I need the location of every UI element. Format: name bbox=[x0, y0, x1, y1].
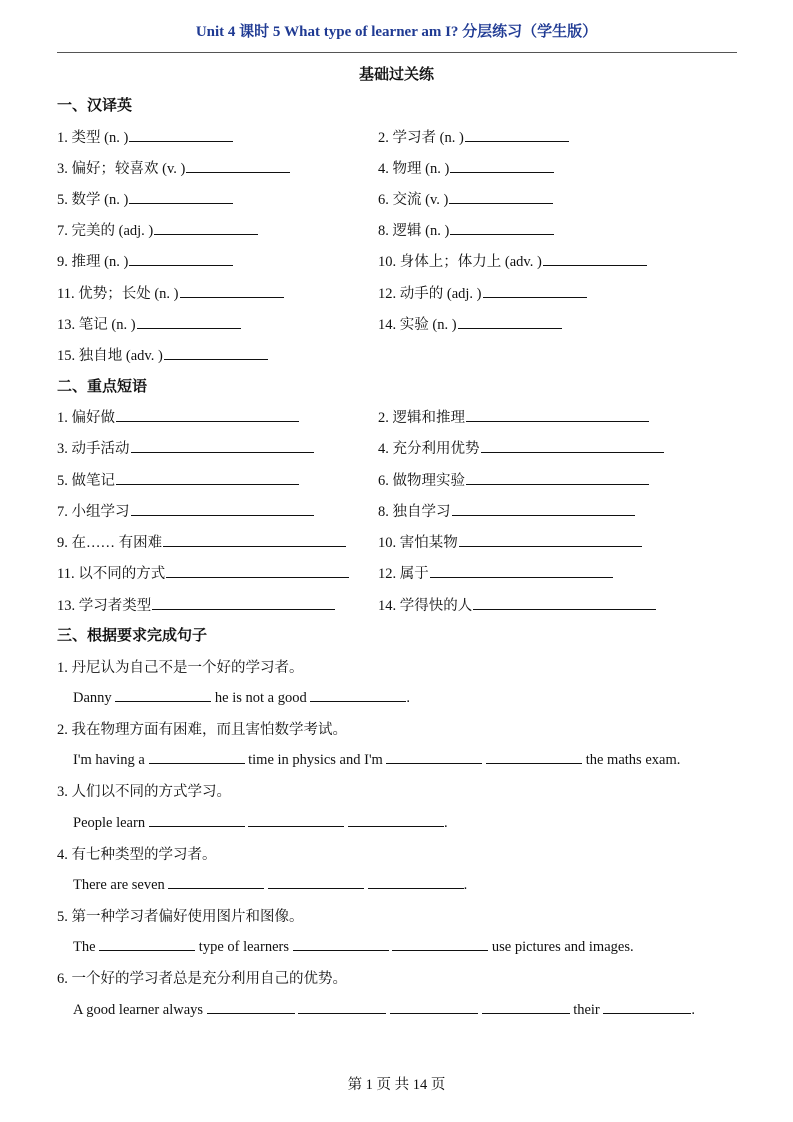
answer-blank[interactable] bbox=[154, 219, 258, 235]
header-divider bbox=[57, 52, 737, 53]
sentence-text: time in physics and I'm bbox=[244, 752, 387, 768]
sentence-answer bbox=[73, 687, 410, 707]
sentence-prompt: 5. 第一种学习者偏好使用图片和图像。 bbox=[57, 909, 304, 925]
sentence-prompt: 1. 丹尼认为自己不是一个好的学习者。 bbox=[57, 660, 304, 676]
answer-blank[interactable] bbox=[473, 594, 656, 610]
vocab-prompt: 12. 动手的 (adj. ) bbox=[378, 286, 482, 302]
sentence-text: . bbox=[443, 815, 448, 831]
vocab-row bbox=[57, 250, 747, 274]
answer-blank[interactable] bbox=[116, 406, 299, 422]
vocab-prompt: 1. 类型 (n. ) bbox=[57, 130, 129, 146]
answer-blank[interactable] bbox=[298, 999, 386, 1014]
phrase-item bbox=[378, 531, 642, 552]
phrase-prompt: 4. 充分利用优势 bbox=[378, 441, 480, 457]
phrase-item bbox=[378, 437, 664, 458]
answer-blank[interactable] bbox=[430, 562, 613, 578]
part2-heading: 二、重点短语 bbox=[57, 379, 148, 395]
answer-blank[interactable] bbox=[293, 936, 389, 951]
phrase-item bbox=[57, 500, 314, 521]
phrase-prompt: 14. 学得快的人 bbox=[378, 598, 473, 614]
answer-blank[interactable] bbox=[168, 874, 264, 889]
answer-blank[interactable] bbox=[268, 874, 364, 889]
phrase-prompt: 10. 害怕某物 bbox=[378, 535, 458, 551]
answer-blank[interactable] bbox=[450, 219, 554, 235]
answer-blank[interactable] bbox=[452, 500, 635, 516]
phrase-prompt: 13. 学习者类型 bbox=[57, 598, 152, 614]
vocab-item bbox=[378, 250, 647, 271]
vocab-prompt: 5. 数学 (n. ) bbox=[57, 192, 129, 208]
phrase-row bbox=[57, 469, 747, 493]
sentence-answer bbox=[73, 936, 634, 956]
answer-blank[interactable] bbox=[368, 874, 464, 889]
vocab-prompt: 6. 交流 (v. ) bbox=[378, 192, 449, 208]
phrase-item bbox=[378, 469, 649, 490]
part1-heading: 一、汉译英 bbox=[57, 98, 133, 114]
sentence-text: use pictures and images. bbox=[488, 939, 634, 955]
vocab-item bbox=[57, 250, 233, 271]
vocab-row bbox=[57, 157, 747, 181]
vocab-item bbox=[378, 219, 554, 240]
answer-blank[interactable] bbox=[392, 936, 488, 951]
sentence-answer bbox=[73, 874, 467, 894]
phrase-item bbox=[57, 531, 346, 552]
page-footer: 第 1 页 共 14 页 bbox=[347, 1077, 446, 1093]
sentence-text: . bbox=[463, 877, 468, 893]
sentence-text: . bbox=[691, 1002, 696, 1018]
phrase-row bbox=[57, 437, 747, 461]
phrase-prompt: 11. 以不同的方式 bbox=[57, 566, 166, 582]
answer-blank[interactable] bbox=[466, 469, 649, 485]
sentence-text: The bbox=[73, 939, 100, 955]
sentence-text: type of learners bbox=[195, 939, 293, 955]
vocab-item bbox=[378, 282, 587, 303]
answer-blank[interactable] bbox=[131, 437, 314, 453]
answer-blank[interactable] bbox=[348, 812, 444, 827]
sentence-text: I'm having a bbox=[73, 752, 149, 768]
vocab-prompt: 11. 优势；长处 (n. ) bbox=[57, 286, 179, 302]
vocab-item bbox=[378, 157, 554, 178]
phrase-item bbox=[378, 562, 613, 583]
phrase-item bbox=[378, 594, 656, 615]
phrase-prompt: 3. 动手活动 bbox=[57, 441, 130, 457]
answer-blank[interactable] bbox=[482, 999, 570, 1014]
sentence-prompt: 3. 人们以不同的方式学习。 bbox=[57, 784, 231, 800]
phrase-prompt: 6. 做物理实验 bbox=[378, 473, 465, 489]
vocab-item bbox=[378, 126, 569, 147]
answer-blank[interactable] bbox=[149, 749, 245, 764]
answer-blank[interactable] bbox=[466, 406, 649, 422]
vocab-item bbox=[57, 282, 284, 303]
answer-blank[interactable] bbox=[459, 531, 642, 547]
phrase-item bbox=[57, 406, 299, 427]
phrase-prompt: 2. 逻辑和推理 bbox=[378, 410, 465, 426]
phrase-row bbox=[57, 594, 747, 618]
answer-blank[interactable] bbox=[449, 188, 553, 204]
sentence-answer bbox=[73, 812, 448, 832]
sentence-text: the maths exam. bbox=[582, 752, 681, 768]
phrase-prompt: 1. 偏好做 bbox=[57, 410, 115, 426]
vocab-row bbox=[57, 344, 747, 368]
vocab-item bbox=[57, 157, 290, 178]
answer-blank[interactable] bbox=[458, 313, 562, 329]
sentence-text: Danny bbox=[73, 690, 116, 706]
sentence-text: . bbox=[406, 690, 410, 706]
answer-blank[interactable] bbox=[129, 188, 233, 204]
phrase-item bbox=[378, 500, 635, 521]
vocab-row bbox=[57, 282, 747, 306]
document-header: Unit 4 课时 5 What type of learner am I? 分层练习（学生版） bbox=[195, 24, 598, 40]
phrase-prompt: 5. 做笔记 bbox=[57, 473, 115, 489]
sentence-answer bbox=[73, 999, 695, 1019]
phrase-item bbox=[57, 562, 349, 583]
vocab-item bbox=[57, 344, 268, 365]
sentence-text: There are seven bbox=[73, 877, 169, 893]
answer-blank[interactable] bbox=[129, 126, 233, 142]
vocab-row bbox=[57, 219, 747, 243]
answer-blank[interactable] bbox=[131, 500, 314, 516]
answer-blank[interactable] bbox=[115, 687, 211, 702]
vocab-prompt: 2. 学习者 (n. ) bbox=[378, 130, 464, 146]
answer-blank[interactable] bbox=[180, 282, 284, 298]
vocab-item bbox=[57, 313, 241, 334]
answer-blank[interactable] bbox=[137, 313, 241, 329]
vocab-item bbox=[57, 126, 233, 147]
vocab-prompt: 3. 偏好；较喜欢 (v. ) bbox=[57, 161, 186, 177]
vocab-prompt: 4. 物理 (n. ) bbox=[378, 161, 450, 177]
vocab-item bbox=[378, 313, 562, 334]
vocab-item bbox=[57, 219, 258, 240]
vocab-row bbox=[57, 188, 747, 212]
vocab-prompt: 7. 完美的 (adj. ) bbox=[57, 223, 154, 239]
section-title: 基础过关练 bbox=[358, 67, 434, 83]
answer-blank[interactable] bbox=[99, 936, 195, 951]
answer-blank[interactable] bbox=[543, 250, 647, 266]
answer-blank[interactable] bbox=[166, 562, 349, 578]
vocab-item bbox=[378, 188, 553, 209]
answer-blank[interactable] bbox=[149, 812, 245, 827]
answer-blank[interactable] bbox=[486, 749, 582, 764]
answer-blank[interactable] bbox=[116, 469, 299, 485]
phrase-row bbox=[57, 531, 747, 555]
answer-blank[interactable] bbox=[390, 999, 478, 1014]
phrase-prompt: 12. 属于 bbox=[378, 566, 429, 582]
vocab-row bbox=[57, 313, 747, 337]
answer-blank[interactable] bbox=[248, 812, 344, 827]
sentence-prompt: 2. 我在物理方面有困难，而且害怕数学考试。 bbox=[57, 722, 347, 738]
vocab-prompt: 10. 身体上；体力上 (adv. ) bbox=[378, 254, 542, 270]
answer-blank[interactable] bbox=[603, 999, 691, 1014]
answer-blank[interactable] bbox=[163, 531, 346, 547]
phrase-prompt: 8. 独自学习 bbox=[378, 504, 451, 520]
answer-blank[interactable] bbox=[152, 594, 335, 610]
sentence-text: he is not a good bbox=[211, 690, 311, 706]
phrase-row bbox=[57, 500, 747, 524]
sentence-answer bbox=[73, 749, 680, 769]
vocab-prompt: 8. 逻辑 (n. ) bbox=[378, 223, 450, 239]
answer-blank[interactable] bbox=[129, 250, 233, 266]
phrase-prompt: 9. 在…… 有困难 bbox=[57, 535, 163, 551]
sentence-text: People learn bbox=[73, 815, 149, 831]
answer-blank[interactable] bbox=[465, 126, 569, 142]
vocab-item bbox=[57, 188, 233, 209]
answer-blank[interactable] bbox=[483, 282, 587, 298]
sentence-prompt: 6. 一个好的学习者总是充分利用自己的优势。 bbox=[57, 971, 347, 987]
phrase-item bbox=[57, 437, 314, 458]
answer-blank[interactable] bbox=[386, 749, 482, 764]
sentence-text: their bbox=[569, 1002, 604, 1018]
phrase-row bbox=[57, 562, 747, 586]
vocab-prompt: 15. 独自地 (adv. ) bbox=[57, 348, 163, 364]
vocab-row bbox=[57, 126, 747, 150]
phrase-item bbox=[378, 406, 649, 427]
vocab-prompt: 13. 笔记 (n. ) bbox=[57, 317, 136, 333]
answer-blank[interactable] bbox=[310, 687, 406, 702]
answer-blank[interactable] bbox=[186, 157, 290, 173]
sentence-text: A good learner always bbox=[73, 1002, 207, 1018]
phrase-prompt: 7. 小组学习 bbox=[57, 504, 130, 520]
answer-blank[interactable] bbox=[450, 157, 554, 173]
answer-blank[interactable] bbox=[207, 999, 295, 1014]
sentence-prompt: 4. 有七种类型的学习者。 bbox=[57, 847, 217, 863]
phrase-item bbox=[57, 469, 299, 490]
answer-blank[interactable] bbox=[164, 344, 268, 360]
vocab-prompt: 14. 实验 (n. ) bbox=[378, 317, 457, 333]
answer-blank[interactable] bbox=[481, 437, 664, 453]
vocab-prompt: 9. 推理 (n. ) bbox=[57, 254, 129, 270]
phrase-item bbox=[57, 594, 335, 615]
part3-heading: 三、根据要求完成句子 bbox=[57, 628, 208, 644]
phrase-row bbox=[57, 406, 747, 430]
